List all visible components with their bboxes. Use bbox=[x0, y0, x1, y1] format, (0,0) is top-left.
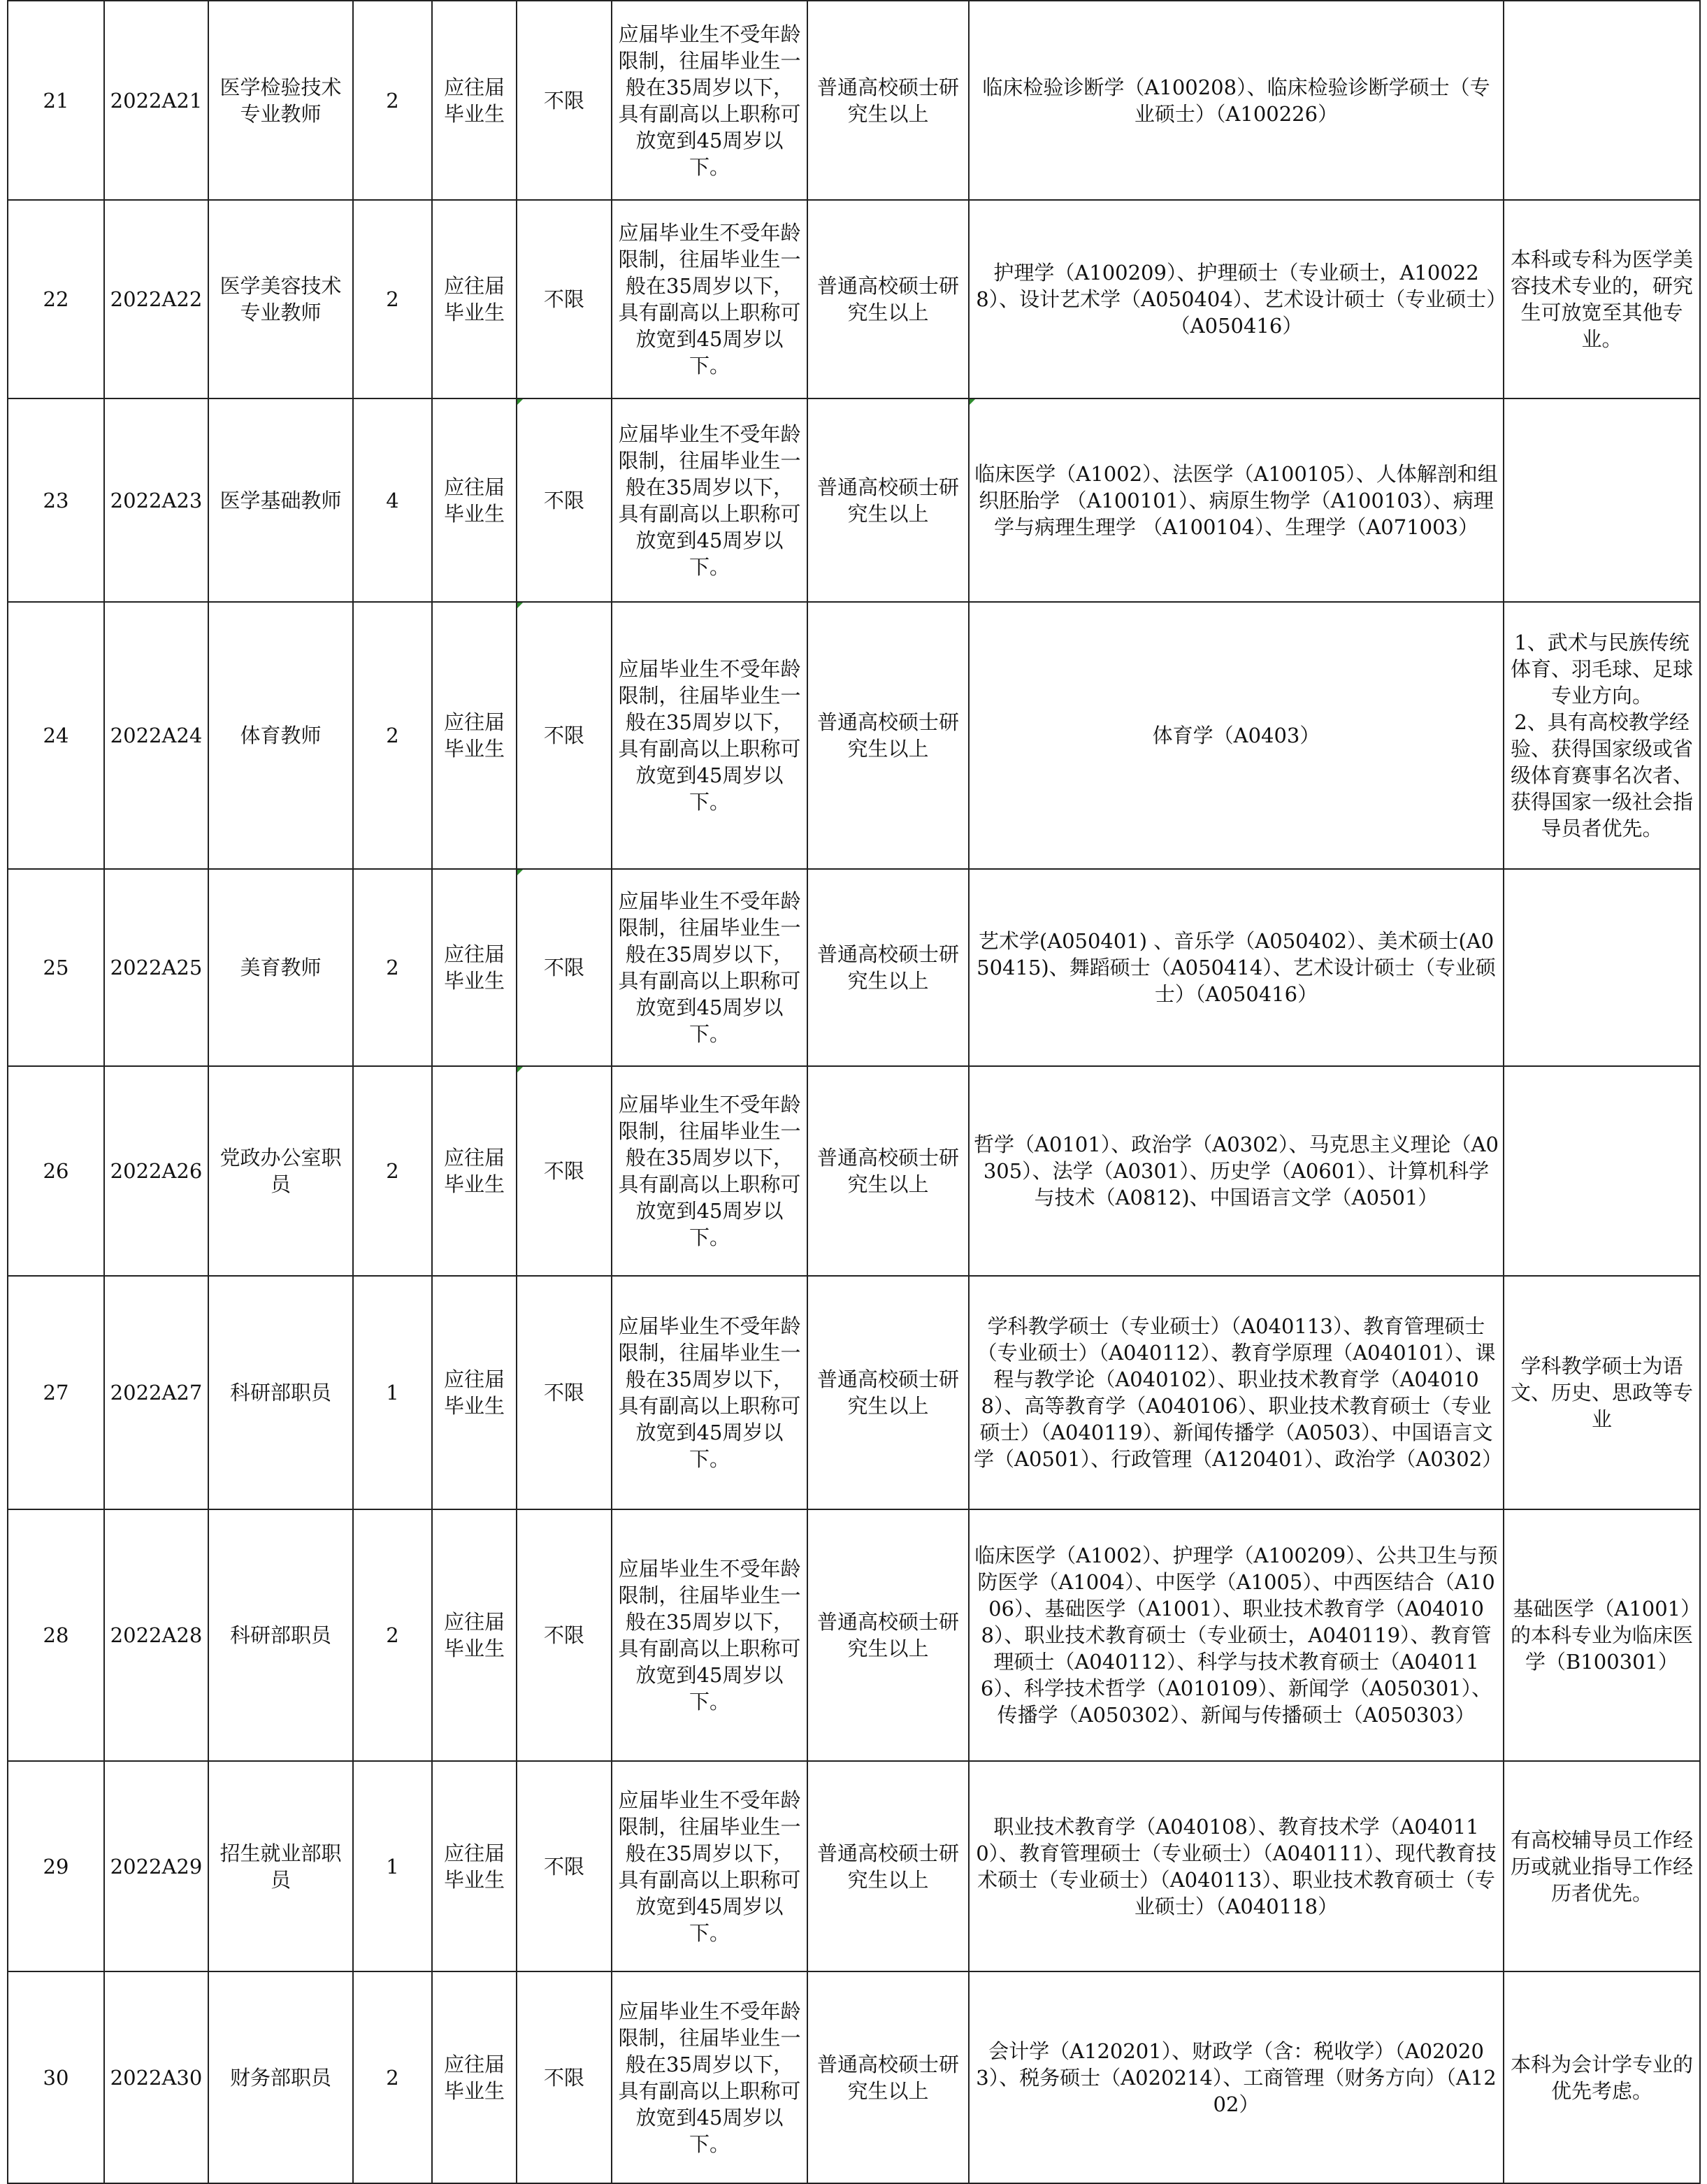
gender-requirement: 不限 bbox=[517, 1, 612, 200]
note-line: 1、武术与民族传统体育、羽毛球、足球专业方向。 bbox=[1510, 631, 1693, 707]
target-applicants: 应往届毕业生 bbox=[432, 602, 517, 869]
row-number: 28 bbox=[8, 1509, 104, 1761]
gender-text: 不限 bbox=[543, 724, 584, 747]
recruitment-table bbox=[7, 0, 1701, 2184]
other-requirements: 本科或专科为医学美容技术专业的，研究生可放宽至其他专业。 bbox=[1504, 200, 1700, 398]
table-row bbox=[8, 1509, 1700, 1761]
major-requirement: 艺术学(A050401) 、音乐学（A050402）、美术硕士(A050415)、舞蹈硕士（A050414）、艺术设计硕士（专业硕士）（A050416） bbox=[969, 869, 1504, 1066]
education-requirement: 普通高校硕士研究生以上 bbox=[807, 1066, 969, 1276]
target-applicants: 应往届毕业生 bbox=[432, 1276, 517, 1509]
gender-requirement bbox=[517, 869, 612, 1066]
age-requirement: 应届毕业生不受年龄限制，往届毕业生一般在35周岁以下，具有副高以上职称可放宽到45周岁以下。 bbox=[612, 1066, 807, 1276]
major-requirement: 哲学（A0101）、政治学（A0302）、马克思主义理论（A0305）、法学（A0301）、历史学（A0601）、计算机科学与技术（A0812)、中国语言文学（A0501） bbox=[969, 1066, 1504, 1276]
row-number: 27 bbox=[8, 1276, 104, 1509]
position-name: 医学美容技术专业教师 bbox=[208, 200, 353, 398]
target-applicants: 应往届毕业生 bbox=[432, 1509, 517, 1761]
cell-note-marker bbox=[517, 1067, 523, 1072]
target-applicants: 应往届毕业生 bbox=[432, 1066, 517, 1276]
table-row bbox=[8, 200, 1700, 398]
position-name: 科研部职员 bbox=[208, 1509, 353, 1761]
major-requirement: 临床医学（A1002）、护理学（A100209）、公共卫生与预防医学（A1004）、中医学（A1005）、中西医结合（A1006）、基础医学（A1001）、职业技术教育学（A040108）、职业技术教育硕士（专业硕士，A040119）、教育管理硕士（A040112）、科学与技术教育硕士（A040116）、科学技术哲学（A010109）、新闻学（A050301）、传播学（A050302）、新闻与传播硕士（A050303） bbox=[969, 1509, 1504, 1761]
gender-requirement: 不限 bbox=[517, 1509, 612, 1761]
table-row bbox=[8, 398, 1700, 602]
position-code: 2022A25 bbox=[104, 869, 208, 1066]
education-requirement: 普通高校硕士研究生以上 bbox=[807, 602, 969, 869]
cell-note-marker bbox=[517, 399, 523, 405]
hiring-count: 1 bbox=[353, 1276, 432, 1509]
position-name: 财务部职员 bbox=[208, 1971, 353, 2183]
other-requirements bbox=[1504, 1, 1700, 200]
education-requirement: 普通高校硕士研究生以上 bbox=[807, 1971, 969, 2183]
major-requirement: 职业技术教育学（A040108）、教育技术学（A040110）、教育管理硕士（专业硕士）（A040111）、现代教育技术硕士（专业硕士）（A040113）、职业技术教育硕士（专业硕士）（A040118） bbox=[969, 1761, 1504, 1971]
row-number: 21 bbox=[8, 1, 104, 200]
table-row bbox=[8, 1276, 1700, 1509]
gender-requirement: 不限 bbox=[517, 1971, 612, 2183]
major-requirement: 学科教学硕士（专业硕士）（A040113）、教育管理硕士（专业硕士）（A040112）、教育学原理（A040101）、课程与教学论（A040102）、职业技术教育学（A040108）、高等教育学（A040106）、职业技术教育硕士（专业硕士）（A040119）、新闻传播学（A0503）、中国语言文学（A0501）、行政管理（A120401）、政治学（A0302） bbox=[969, 1276, 1504, 1509]
row-number: 26 bbox=[8, 1066, 104, 1276]
age-requirement: 应届毕业生不受年龄限制，往届毕业生一般在35周岁以下，具有副高以上职称可放宽到45周岁以下。 bbox=[612, 200, 807, 398]
major-requirement: 会计学（A120201）、财政学（含：税收学）（A020203）、税务硕士（A020214）、工商管理（财务方向）（A1202） bbox=[969, 1971, 1504, 2183]
other-requirements bbox=[1504, 1066, 1700, 1276]
target-applicants: 应往届毕业生 bbox=[432, 1761, 517, 1971]
target-applicants: 应往届毕业生 bbox=[432, 1971, 517, 2183]
major-requirement: 临床检验诊断学（A100208）、临床检验诊断学硕士（专业硕士）（A100226） bbox=[969, 1, 1504, 200]
gender-requirement bbox=[517, 398, 612, 602]
major-requirement: 体育学（A0403） bbox=[969, 602, 1504, 869]
gender-requirement: 不限 bbox=[517, 1276, 612, 1509]
cell-note-marker bbox=[517, 603, 523, 608]
gender-text: 不限 bbox=[543, 1159, 584, 1183]
hiring-count: 2 bbox=[353, 1066, 432, 1276]
gender-text: 不限 bbox=[543, 956, 584, 979]
position-code: 2022A28 bbox=[104, 1509, 208, 1761]
age-requirement: 应届毕业生不受年龄限制，往届毕业生一般在35周岁以下，具有副高以上职称可放宽到45周岁以下。 bbox=[612, 1761, 807, 1971]
age-requirement: 应届毕业生不受年龄限制，往届毕业生一般在35周岁以下，具有副高以上职称可放宽到45周岁以下。 bbox=[612, 602, 807, 869]
position-code: 2022A21 bbox=[104, 1, 208, 200]
gender-requirement bbox=[517, 602, 612, 869]
education-requirement: 普通高校硕士研究生以上 bbox=[807, 1761, 969, 1971]
position-code: 2022A23 bbox=[104, 398, 208, 602]
other-requirements bbox=[1504, 398, 1700, 602]
position-code: 2022A27 bbox=[104, 1276, 208, 1509]
position-code: 2022A30 bbox=[104, 1971, 208, 2183]
hiring-count: 2 bbox=[353, 1, 432, 200]
hiring-count: 2 bbox=[353, 869, 432, 1066]
table-row bbox=[8, 869, 1700, 1066]
age-requirement: 应届毕业生不受年龄限制，往届毕业生一般在35周岁以下，具有副高以上职称可放宽到45周岁以下。 bbox=[612, 869, 807, 1066]
other-requirements: 本科为会计学专业的优先考虑。 bbox=[1504, 1971, 1700, 2183]
cell-note-marker bbox=[517, 870, 523, 875]
major-requirement bbox=[969, 398, 1504, 602]
row-number: 29 bbox=[8, 1761, 104, 1971]
age-requirement: 应届毕业生不受年龄限制，往届毕业生一般在35周岁以下，具有副高以上职称可放宽到45周岁以下。 bbox=[612, 1276, 807, 1509]
position-code: 2022A26 bbox=[104, 1066, 208, 1276]
hiring-count: 4 bbox=[353, 398, 432, 602]
position-code: 2022A24 bbox=[104, 602, 208, 869]
row-number: 24 bbox=[8, 602, 104, 869]
position-name: 招生就业部职员 bbox=[208, 1761, 353, 1971]
age-requirement: 应届毕业生不受年龄限制，往届毕业生一般在35周岁以下，具有副高以上职称可放宽到45周岁以下。 bbox=[612, 398, 807, 602]
target-applicants: 应往届毕业生 bbox=[432, 1, 517, 200]
education-requirement: 普通高校硕士研究生以上 bbox=[807, 200, 969, 398]
position-name: 医学检验技术专业教师 bbox=[208, 1, 353, 200]
table-row bbox=[8, 1, 1700, 200]
major-requirement: 护理学（A100209）、护理硕士（专业硕士，A100228）、设计艺术学（A050404）、艺术设计硕士（专业硕士）（A050416） bbox=[969, 200, 1504, 398]
gender-requirement: 不限 bbox=[517, 200, 612, 398]
gender-requirement: 不限 bbox=[517, 1761, 612, 1971]
other-requirements bbox=[1504, 602, 1700, 869]
hiring-count: 2 bbox=[353, 1509, 432, 1761]
education-requirement: 普通高校硕士研究生以上 bbox=[807, 1, 969, 200]
row-number: 30 bbox=[8, 1971, 104, 2183]
other-requirements: 有高校辅导员工作经历或就业指导工作经历者优先。 bbox=[1504, 1761, 1700, 1971]
table-row bbox=[8, 1066, 1700, 1276]
position-name: 医学基础教师 bbox=[208, 398, 353, 602]
other-requirements bbox=[1504, 869, 1700, 1066]
position-code: 2022A29 bbox=[104, 1761, 208, 1971]
row-number: 22 bbox=[8, 200, 104, 398]
age-requirement: 应届毕业生不受年龄限制，往届毕业生一般在35周岁以下，具有副高以上职称可放宽到45周岁以下。 bbox=[612, 1971, 807, 2183]
position-name: 体育教师 bbox=[208, 602, 353, 869]
gender-text: 不限 bbox=[543, 488, 584, 512]
note-line: 2、具有高校教学经验、获得国家级或省级体育赛事名次者、获得国家一级社会指导员者优先。 bbox=[1510, 710, 1693, 840]
gender-requirement bbox=[517, 1066, 612, 1276]
target-applicants: 应往届毕业生 bbox=[432, 398, 517, 602]
row-number: 25 bbox=[8, 869, 104, 1066]
hiring-count: 2 bbox=[353, 1971, 432, 2183]
position-code: 2022A22 bbox=[104, 200, 208, 398]
age-requirement: 应届毕业生不受年龄限制，往届毕业生一般在35周岁以下，具有副高以上职称可放宽到45周岁以下。 bbox=[612, 1509, 807, 1761]
target-applicants: 应往届毕业生 bbox=[432, 200, 517, 398]
education-requirement: 普通高校硕士研究生以上 bbox=[807, 1509, 969, 1761]
target-applicants: 应往届毕业生 bbox=[432, 869, 517, 1066]
row-number: 23 bbox=[8, 398, 104, 602]
position-name: 党政办公室职员 bbox=[208, 1066, 353, 1276]
education-requirement: 普通高校硕士研究生以上 bbox=[807, 398, 969, 602]
cell-note-marker bbox=[970, 399, 975, 405]
other-requirements: 基础医学（A1001）的本科专业为临床医学（B100301） bbox=[1504, 1509, 1700, 1761]
hiring-count: 2 bbox=[353, 200, 432, 398]
position-name: 美育教师 bbox=[208, 869, 353, 1066]
other-requirements: 学科教学硕士为语文、历史、思政等专业 bbox=[1504, 1276, 1700, 1509]
table-row bbox=[8, 1971, 1700, 2183]
age-requirement: 应届毕业生不受年龄限制，往届毕业生一般在35周岁以下，具有副高以上职称可放宽到45周岁以下。 bbox=[612, 1, 807, 200]
table-row bbox=[8, 602, 1700, 869]
education-requirement: 普通高校硕士研究生以上 bbox=[807, 869, 969, 1066]
major-text: 临床医学（A1002）、法医学（A100105）、人体解剖和组织胚胎学 （A100101）、病原生物学（A100103）、病理学与病理生理学 （A100104）、生理学（A071003） bbox=[974, 461, 1498, 539]
table-row bbox=[8, 1761, 1700, 1971]
hiring-count: 1 bbox=[353, 1761, 432, 1971]
hiring-count: 2 bbox=[353, 602, 432, 869]
education-requirement: 普通高校硕士研究生以上 bbox=[807, 1276, 969, 1509]
position-name: 科研部职员 bbox=[208, 1276, 353, 1509]
